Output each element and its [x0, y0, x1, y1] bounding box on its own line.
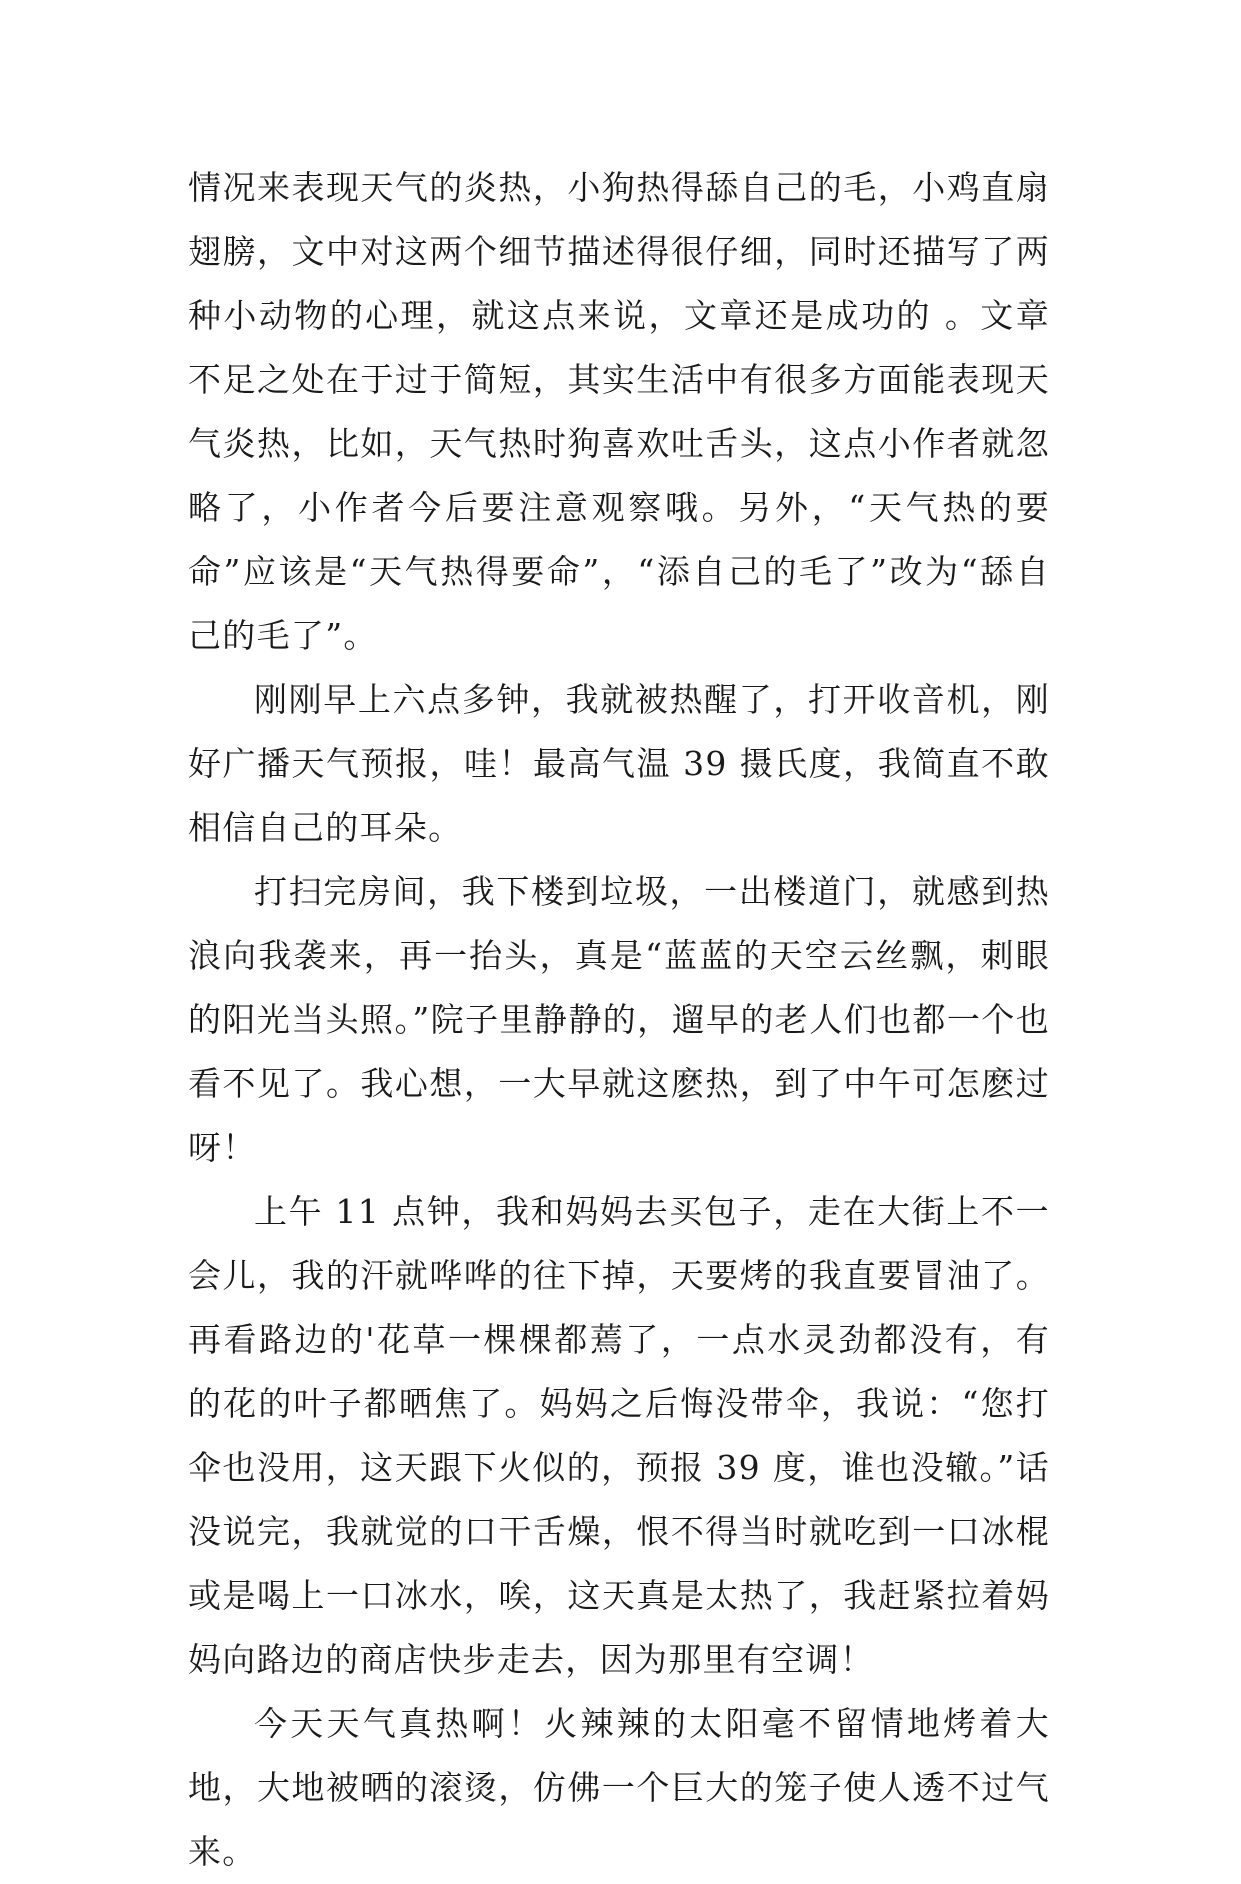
paragraph-conclusion: 今天天气真热啊！火辣辣的太阳毫不留情地烤着大地，大地被晒的滚烫，仿佛一个巨大的笼子使人透不过气来。	[188, 1704, 1050, 1871]
document-body	[188, 156, 1050, 1884]
paragraph-noon: 上午 11 点钟，我和妈妈去买包子，走在大街上不一会儿，我的汗就哗哗的往下掉，天要烤的我直要冒油了。再看路边的'花草一棵棵都蔫了，一点水灵劲都没有，有的花的叶子都晒焦了。妈妈之后悔没带伞，我说：“您打伞也没用，这天跟下火似的，预报 39 度，谁也没辙。”话没说完，我就觉的口干舌燥，恨不得当时就吃到一口冰棍或是喝上一口冰水，唉，这天真是太热了，我赶紧拉着妈妈向路边的商店快步走去，因为那里有空调！	[188, 1192, 1050, 1679]
paragraph-morning: 刚刚早上六点多钟，我就被热醒了，打开收音机，刚好广播天气预报，哇！最高气温 39 摄氏度，我简直不敢相信自己的耳朵。	[188, 680, 1050, 847]
paragraph-downstairs: 打扫完房间，我下楼到垃圾，一出楼道门，就感到热浪向我袭来，再一抬头，真是“蓝蓝的天空云丝飘，刺眼的阳光当头照。”院子里静静的，遛早的老人们也都一个也看不见了。我心想，一大早就这麽热，到了中午可怎麽过呀！	[188, 872, 1050, 1167]
paragraph-commentary: 情况来表现天气的炎热，小狗热得舔自己的毛，小鸡直扇翅膀，文中对这两个细节描述得很仔细，同时还描写了两种小动物的心理，就这点来说，文章还是成功的 。文章不足之处在于过于简短，其实生活中有很多方面能表现天气炎热，比如，天气热时狗喜欢吐舌头，这点小作者就忽略了，小作者今后要注意观察哦。另外，“天气热的要命”应该是“天气热得要命”，“添自己的毛了”改为“舔自己的毛了”。	[188, 168, 1050, 655]
